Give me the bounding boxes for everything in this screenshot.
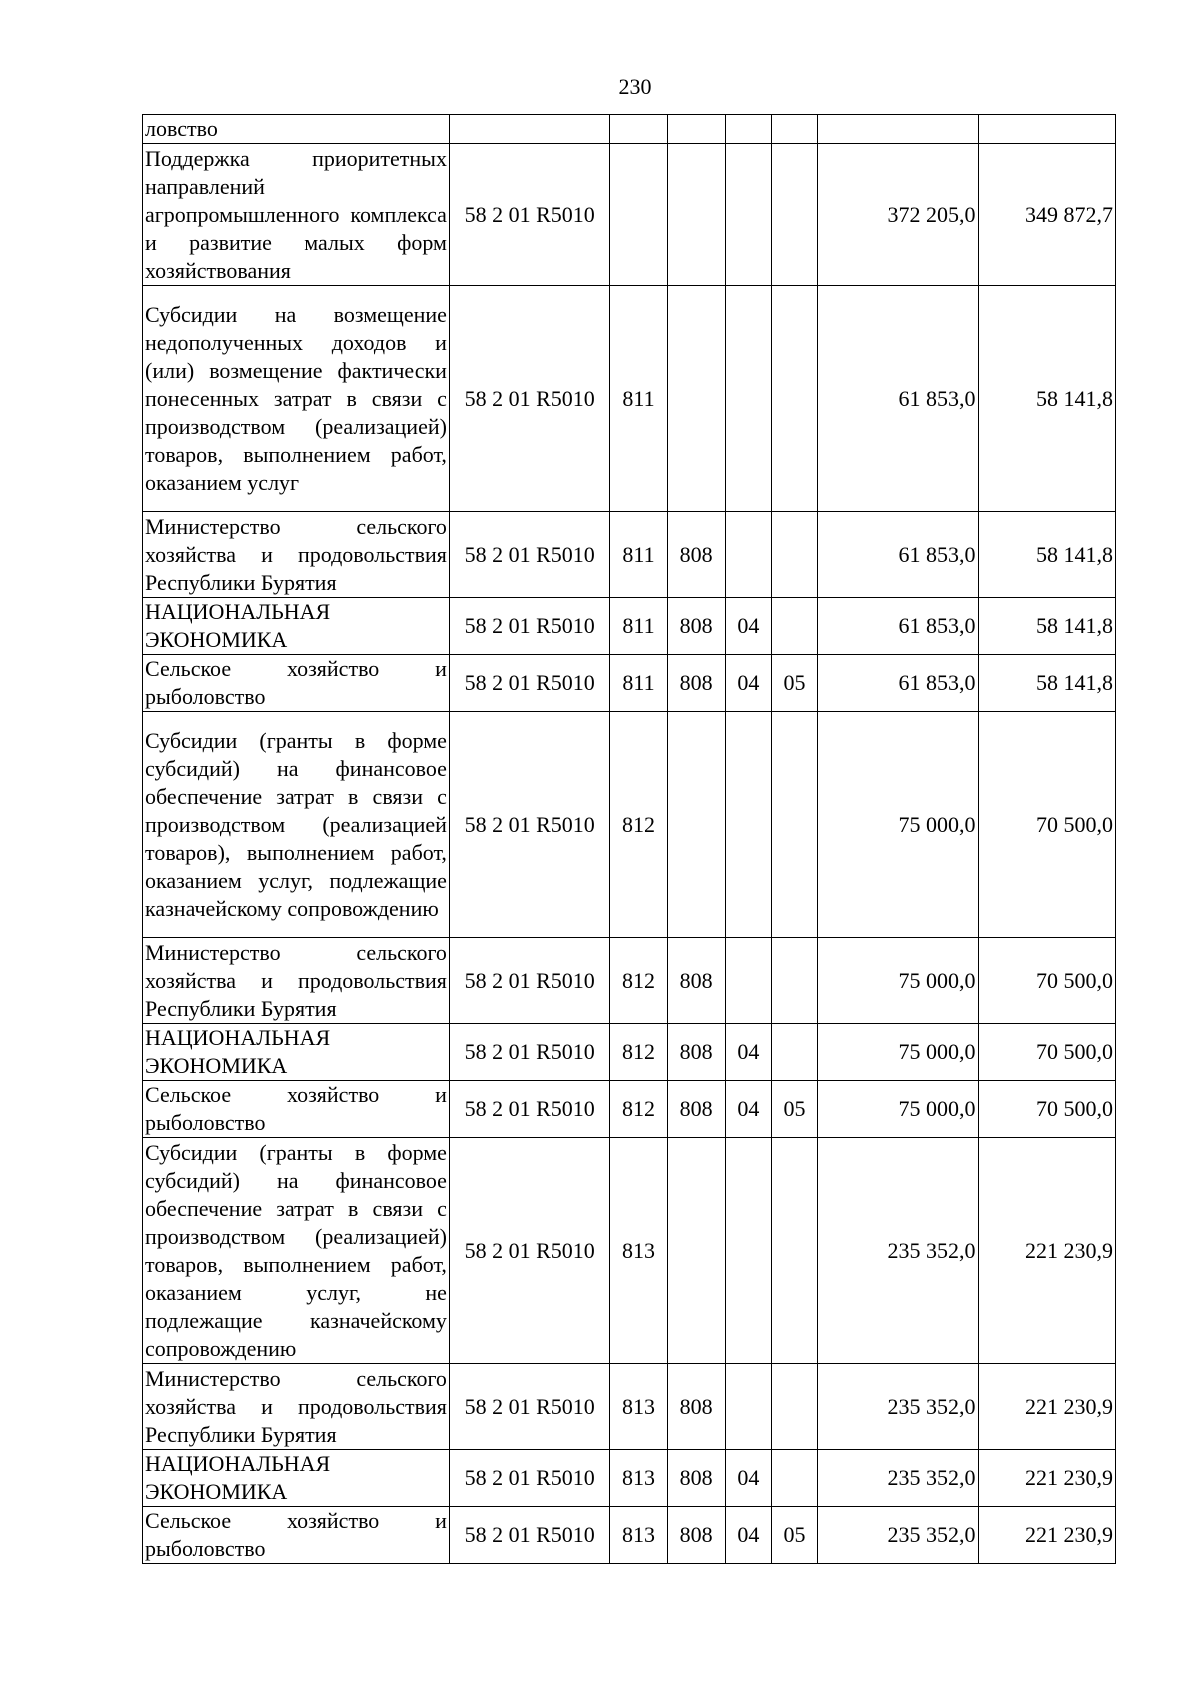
subsection-code: 05 [771,1081,817,1138]
row-description: Субсидии (гранты в форме субсидий) на финансовое обеспечение затрат в связи с производством (реализацией товаров), выполнением работ, оказанием услуг, подлежащие казначейскому сопровождению [143,712,450,938]
table-body [143,115,1116,1564]
amount-1: 75 000,0 [818,938,978,1024]
amount-2 [978,115,1115,144]
row-description: Министерство сельского хозяйства и продовольствия Республики Бурятия [143,512,450,598]
target-article-code [449,115,609,144]
amount-1: 372 205,0 [818,144,978,286]
amount-2: 221 230,9 [978,1364,1115,1450]
subsection-code [771,598,817,655]
amount-2: 70 500,0 [978,712,1115,938]
row-description: Сельское хозяйство и рыболовство [143,1507,450,1564]
amount-2: 70 500,0 [978,1081,1115,1138]
ministry-code [667,144,725,286]
ministry-code [667,1138,725,1364]
row-description: Сельское хозяйство и рыболовство [143,1081,450,1138]
amount-2: 221 230,9 [978,1450,1115,1507]
expense-type-code: 813 [610,1450,667,1507]
subsection-code [771,512,817,598]
amount-2: 70 500,0 [978,938,1115,1024]
amount-2: 58 141,8 [978,655,1115,712]
ministry-code [667,712,725,938]
table-row [143,598,1116,655]
target-article-code: 58 2 01 R5010 [449,512,609,598]
amount-2: 58 141,8 [978,512,1115,598]
subsection-code: 05 [771,1507,817,1564]
target-article-code: 58 2 01 R5010 [449,1024,609,1081]
target-article-code: 58 2 01 R5010 [449,1081,609,1138]
table-row [143,1364,1116,1450]
ministry-code: 808 [667,655,725,712]
section-code: 04 [725,655,771,712]
section-code [725,1138,771,1364]
table-row [143,1138,1116,1364]
subsection-code [771,144,817,286]
table-row [143,938,1116,1024]
row-description: Поддержка приоритетных направлений агропромышленного комплекса и развитие малых форм хозяйствования [143,144,450,286]
expense-type-code: 813 [610,1364,667,1450]
subsection-code [771,1364,817,1450]
row-description: Субсидии на возмещение недополученных доходов и (или) возмещение фактически понесенных затрат в связи с производством (реализацией) товаров, выполнением работ, оказанием услуг [143,286,450,512]
section-code: 04 [725,1450,771,1507]
table-row [143,144,1116,286]
ministry-code: 808 [667,1024,725,1081]
table-row [143,712,1116,938]
table-row [143,1450,1116,1507]
expense-type-code: 811 [610,598,667,655]
table-row [143,115,1116,144]
amount-2: 58 141,8 [978,598,1115,655]
section-code: 04 [725,1024,771,1081]
target-article-code: 58 2 01 R5010 [449,1364,609,1450]
target-article-code: 58 2 01 R5010 [449,286,609,512]
expense-type-code: 812 [610,1081,667,1138]
expense-type-code: 813 [610,1138,667,1364]
amount-1: 75 000,0 [818,1024,978,1081]
subsection-code [771,286,817,512]
page-number: 230 [618,74,652,99]
table-row [143,1081,1116,1138]
row-description: НАЦИОНАЛЬНАЯ ЭКОНОМИКА [143,598,450,655]
row-description: НАЦИОНАЛЬНАЯ ЭКОНОМИКА [143,1024,450,1081]
expense-type-code [610,144,667,286]
section-code: 04 [725,1081,771,1138]
ministry-code: 808 [667,1450,725,1507]
amount-1 [818,115,978,144]
table-row [143,1507,1116,1564]
ministry-code [667,115,725,144]
amount-1: 235 352,0 [818,1507,978,1564]
target-article-code: 58 2 01 R5010 [449,655,609,712]
amount-2: 58 141,8 [978,286,1115,512]
amount-1: 61 853,0 [818,598,978,655]
section-code [725,286,771,512]
ministry-code: 808 [667,1507,725,1564]
table-row [143,512,1116,598]
ministry-code: 808 [667,1081,725,1138]
subsection-code [771,938,817,1024]
amount-1: 235 352,0 [818,1138,978,1364]
amount-2: 221 230,9 [978,1138,1115,1364]
subsection-code [771,1024,817,1081]
amount-2: 70 500,0 [978,1024,1115,1081]
ministry-code: 808 [667,1364,725,1450]
section-code [725,1364,771,1450]
row-description: ловство [143,115,450,144]
expense-type-code [610,115,667,144]
section-code [725,712,771,938]
subsection-code [771,712,817,938]
expense-type-code: 811 [610,286,667,512]
section-code: 04 [725,1507,771,1564]
target-article-code: 58 2 01 R5010 [449,144,609,286]
subsection-code: 05 [771,655,817,712]
table-row [143,655,1116,712]
target-article-code: 58 2 01 R5010 [449,1507,609,1564]
table-row [143,286,1116,512]
section-code: 04 [725,598,771,655]
ministry-code: 808 [667,512,725,598]
expense-type-code: 812 [610,712,667,938]
target-article-code: 58 2 01 R5010 [449,1138,609,1364]
budget-table [142,114,1116,1564]
ministry-code: 808 [667,598,725,655]
section-code [725,938,771,1024]
section-code [725,144,771,286]
target-article-code: 58 2 01 R5010 [449,712,609,938]
target-article-code: 58 2 01 R5010 [449,598,609,655]
expense-type-code: 811 [610,512,667,598]
ministry-code [667,286,725,512]
amount-2: 221 230,9 [978,1507,1115,1564]
amount-1: 235 352,0 [818,1364,978,1450]
amount-2: 349 872,7 [978,144,1115,286]
amount-1: 61 853,0 [818,286,978,512]
row-description: Субсидии (гранты в форме субсидий) на финансовое обеспечение затрат в связи с производством (реализацией) товаров, выполнением работ, оказанием услуг, не подлежащие казначейскому сопровождению [143,1138,450,1364]
row-description: Сельское хозяйство и рыболовство [143,655,450,712]
target-article-code: 58 2 01 R5010 [449,1450,609,1507]
ministry-code: 808 [667,938,725,1024]
expense-type-code: 813 [610,1507,667,1564]
subsection-code [771,1138,817,1364]
amount-1: 61 853,0 [818,655,978,712]
row-description: Министерство сельского хозяйства и продовольствия Республики Бурятия [143,938,450,1024]
amount-1: 75 000,0 [818,712,978,938]
subsection-code [771,1450,817,1507]
section-code [725,115,771,144]
table-row [143,1024,1116,1081]
expense-type-code: 812 [610,1024,667,1081]
target-article-code: 58 2 01 R5010 [449,938,609,1024]
section-code [725,512,771,598]
expense-type-code: 811 [610,655,667,712]
subsection-code [771,115,817,144]
amount-1: 61 853,0 [818,512,978,598]
amount-1: 75 000,0 [818,1081,978,1138]
expense-type-code: 812 [610,938,667,1024]
row-description: Министерство сельского хозяйства и продовольствия Республики Бурятия [143,1364,450,1450]
amount-1: 235 352,0 [818,1450,978,1507]
row-description: НАЦИОНАЛЬНАЯ ЭКОНОМИКА [143,1450,450,1507]
